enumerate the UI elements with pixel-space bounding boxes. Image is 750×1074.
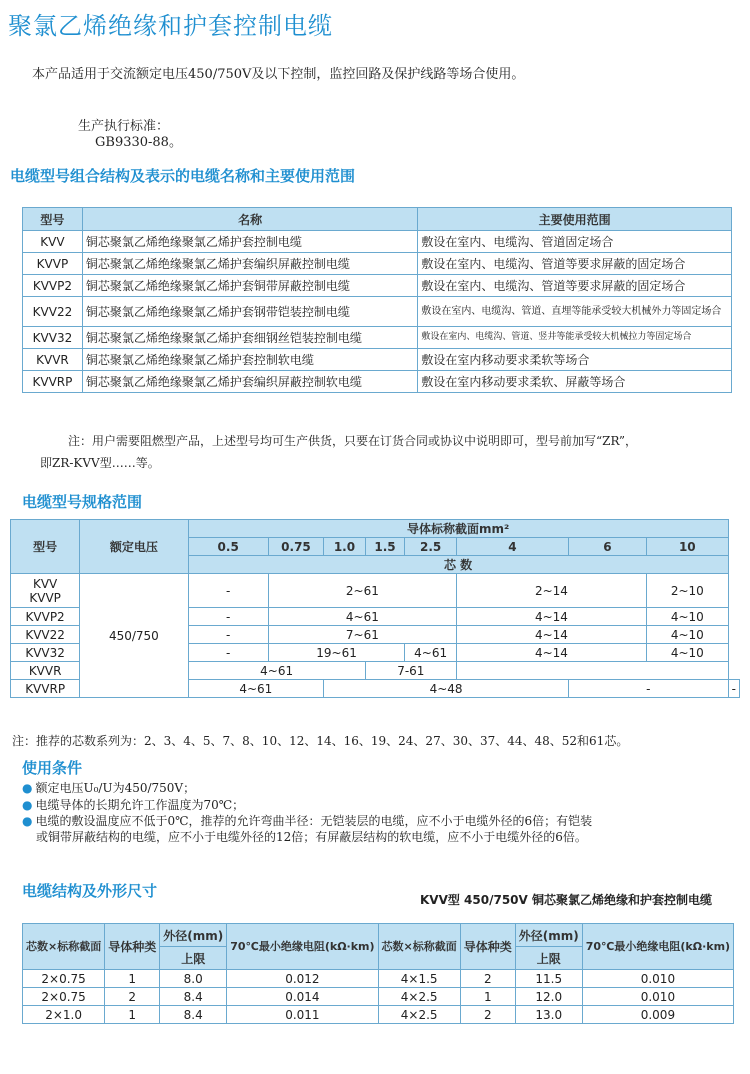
cell: 0.014 (227, 988, 378, 1006)
table-row (23, 275, 732, 297)
cores-cell: 4~61 (268, 608, 456, 626)
dash-cell: - (188, 626, 268, 644)
table-row (23, 988, 734, 1006)
header-cores-section: 芯数×标称截面 (378, 924, 460, 970)
cores-cell: 2~61 (268, 574, 456, 608)
model-kvvp: KVVP (29, 590, 61, 605)
usage-cell: 敷设在室内、电缆沟、管道等要求屏蔽的固定场合 (418, 275, 732, 297)
section-value: 1.5 (365, 538, 405, 556)
note-recommended-cores: 注：推荐的芯数系列为：2、3、4、5、7、8、10、12、14、16、19、24、27、30、37、44、48、52和61芯。 (12, 734, 629, 748)
cell: 1 (460, 988, 515, 1006)
cell: 0.011 (227, 1006, 378, 1024)
section-value: 6 (568, 538, 646, 556)
usage-cell: 敷设在室内、电缆沟、管道等要求屏蔽的固定场合 (418, 253, 732, 275)
model-cell: KVV22 (23, 297, 83, 327)
cores-cell: 4~61 (188, 662, 365, 680)
model-cell: KVVRP (11, 680, 80, 698)
table-row (23, 349, 732, 371)
model-cell: KVVP (23, 253, 83, 275)
header-outer-diameter: 外径(mm) (515, 924, 582, 947)
cell: 8.4 (160, 988, 227, 1006)
table-row (23, 231, 732, 253)
intro-text: 本产品适用于交流额定电压450/750V及以下控制，监控回路及保护线路等场合使用。 (32, 67, 525, 82)
cell: 11.5 (515, 970, 582, 988)
header-model: 型号 (11, 520, 80, 574)
usage-cell: 敷设在室内、电缆沟、管道固定场合 (418, 231, 732, 253)
header-upper-limit: 上限 (160, 947, 227, 970)
table-row (23, 970, 734, 988)
cores-cell: 4~10 (646, 644, 728, 662)
section-heading-structure: 电缆结构及外形尺寸 (22, 882, 158, 900)
page-title: 聚氯乙烯绝缘和护套控制电缆 (8, 12, 333, 40)
model-cell: KVV32 (23, 327, 83, 349)
model-kvv: KVV (32, 576, 58, 591)
condition-item (22, 797, 244, 813)
dash-cell: - (188, 608, 268, 626)
model-cell: KVVP2 (23, 275, 83, 297)
bullet-icon: ● (22, 814, 33, 828)
header-outer-diameter: 外径(mm) (160, 924, 227, 947)
cores-cell: - (568, 680, 728, 698)
table-row (23, 297, 732, 327)
section-value: 1.0 (324, 538, 366, 556)
header-cross-section: 导体标称截面mm² (188, 520, 728, 538)
header-upper-limit: 上限 (515, 947, 582, 970)
name-cell: 铜芯聚氯乙烯绝缘聚氯乙烯护套钢带铠装控制电缆 (82, 297, 418, 327)
name-cell: 铜芯聚氯乙烯绝缘聚氯乙烯护套控制电缆 (82, 231, 418, 253)
cores-cell: 4~10 (646, 626, 728, 644)
table-row (11, 574, 740, 608)
section-heading-specs: 电缆型号规格范围 (22, 493, 143, 511)
model-cell (11, 574, 80, 608)
condition-text: 额定电压U₀/U为450/750V； (35, 781, 196, 795)
name-cell: 铜芯聚氯乙烯绝缘聚氯乙烯护套控制软电缆 (82, 349, 418, 371)
section-heading-models: 电缆型号组合结构及表示的电缆名称和主要使用范围 (10, 167, 356, 185)
cores-cell: 19~61 (268, 644, 405, 662)
cell: 4×2.5 (378, 988, 460, 1006)
empty-cell (456, 662, 728, 680)
name-cell: 铜芯聚氯乙烯绝缘聚氯乙烯护套编织屏蔽控制软电缆 (82, 371, 418, 393)
cores-cell: 4~48 (324, 680, 569, 698)
section-heading-conditions: 使用条件 (22, 759, 83, 777)
cell: 2×0.75 (23, 970, 105, 988)
condition-item (22, 780, 195, 796)
cell: 4×2.5 (378, 1006, 460, 1024)
cell: 0.010 (582, 970, 733, 988)
cores-cell: 4~14 (456, 608, 646, 626)
header-name: 名称 (82, 208, 418, 231)
model-cell: KVV32 (11, 644, 80, 662)
cores-cell: 4~14 (456, 644, 646, 662)
section-value: 0.75 (268, 538, 323, 556)
cores-cell: 2~10 (646, 574, 728, 608)
condition-continuation: 或铜带屏蔽结构的电缆，应不小于电缆外径的12倍；有屏蔽层结构的软电缆，应不小于电缆外径的6倍。 (36, 830, 587, 844)
model-cell: KVVR (23, 349, 83, 371)
table-header-row (23, 208, 732, 231)
header-conductor-type: 导体种类 (105, 924, 160, 970)
model-cell: KVV (23, 231, 83, 253)
cell: 12.0 (515, 988, 582, 1006)
usage-cell: 敷设在室内移动要求柔软、屏蔽等场合 (418, 371, 732, 393)
condition-text: 电缆导体的长期允许工作温度为70℃； (35, 798, 245, 812)
cell: 13.0 (515, 1006, 582, 1024)
header-usage: 主要使用范围 (418, 208, 732, 231)
table-row (23, 371, 732, 393)
header-cores-section: 芯数×标称截面 (23, 924, 105, 970)
name-cell: 铜芯聚氯乙烯绝缘聚氯乙烯护套编织屏蔽控制电缆 (82, 253, 418, 275)
voltage-cell: 450/750 (80, 574, 188, 698)
usage-cell: 敷设在室内、电缆沟、管道、直埋等能承受较大机械外力等固定场合 (418, 297, 732, 327)
model-cell: KVV22 (11, 626, 80, 644)
standard-value: GB9330-88。 (95, 135, 182, 150)
cell: 2×0.75 (23, 988, 105, 1006)
condition-item (22, 813, 592, 829)
section-value: 0.5 (188, 538, 268, 556)
standard-label: 生产执行标准： (78, 119, 170, 134)
cores-cell: 2~14 (456, 574, 646, 608)
model-cell: KVVR (11, 662, 80, 680)
name-cell: 铜芯聚氯乙烯绝缘聚氯乙烯护套细钢丝铠装控制电缆 (82, 327, 418, 349)
table-subtitle: KVV型 450/750V 铜芯聚氯乙烯绝缘和护套控制电缆 (420, 893, 712, 907)
cores-cell: 4~61 (188, 680, 324, 698)
usage-cell: 敷设在室内、电缆沟、管道、竖井等能承受较大机械拉力等固定场合 (418, 327, 732, 349)
cores-cell: 7~61 (268, 626, 456, 644)
model-cell: KVVP2 (11, 608, 80, 626)
table-row (23, 327, 732, 349)
model-cell: KVVRP (23, 371, 83, 393)
table-row (23, 1006, 734, 1024)
bullet-icon: ● (22, 781, 33, 795)
cell: 1 (105, 1006, 160, 1024)
cell: 8.4 (160, 1006, 227, 1024)
spec-range-table (10, 519, 740, 698)
cores-cell: 4~14 (456, 626, 646, 644)
condition-text: 电缆的敷设温度应不低于0℃，推荐的允许弯曲半径：无铠装层的电缆，应不小于电缆外径的6倍；有铠装 (35, 814, 593, 828)
cell: 1 (105, 970, 160, 988)
section-value: 4 (456, 538, 568, 556)
cell: 8.0 (160, 970, 227, 988)
table-row (23, 253, 732, 275)
usage-cell: 敷设在室内移动要求柔软等场合 (418, 349, 732, 371)
cores-cell: 7-61 (365, 662, 456, 680)
model-table (22, 207, 732, 393)
structure-table (22, 923, 734, 1024)
header-insulation-resistance: 70℃最小绝缘电阻(kΩ·km) (582, 924, 733, 970)
section-value: 2.5 (405, 538, 457, 556)
cell: 2×1.0 (23, 1006, 105, 1024)
header-insulation-resistance: 70℃最小绝缘电阻(kΩ·km) (227, 924, 378, 970)
cores-cell: 4~10 (646, 608, 728, 626)
cores-cell: - (728, 680, 739, 698)
dash-cell: - (188, 574, 268, 608)
header-model: 型号 (23, 208, 83, 231)
header-voltage: 额定电压 (80, 520, 188, 574)
cores-cell: 4~61 (405, 644, 457, 662)
header-cores: 芯 数 (188, 556, 728, 574)
note-flame-retardant-line1: 注：用户需要阻燃型产品，上述型号均可生产供货，只要在订货合同或协议中说明即可，型号前加写“ZR”， (68, 434, 637, 448)
section-value: 10 (646, 538, 728, 556)
cell: 2 (105, 988, 160, 1006)
cell: 4×1.5 (378, 970, 460, 988)
dash-cell: - (188, 644, 268, 662)
name-cell: 铜芯聚氯乙烯绝缘聚氯乙烯护套铜带屏蔽控制电缆 (82, 275, 418, 297)
cell: 0.009 (582, 1006, 733, 1024)
cell: 2 (460, 1006, 515, 1024)
cell: 0.012 (227, 970, 378, 988)
header-conductor-type: 导体种类 (460, 924, 515, 970)
note-flame-retardant-line2: 即ZR-KVV型……等。 (40, 456, 160, 470)
cell: 0.010 (582, 988, 733, 1006)
cell: 2 (460, 970, 515, 988)
bullet-icon: ● (22, 798, 33, 812)
